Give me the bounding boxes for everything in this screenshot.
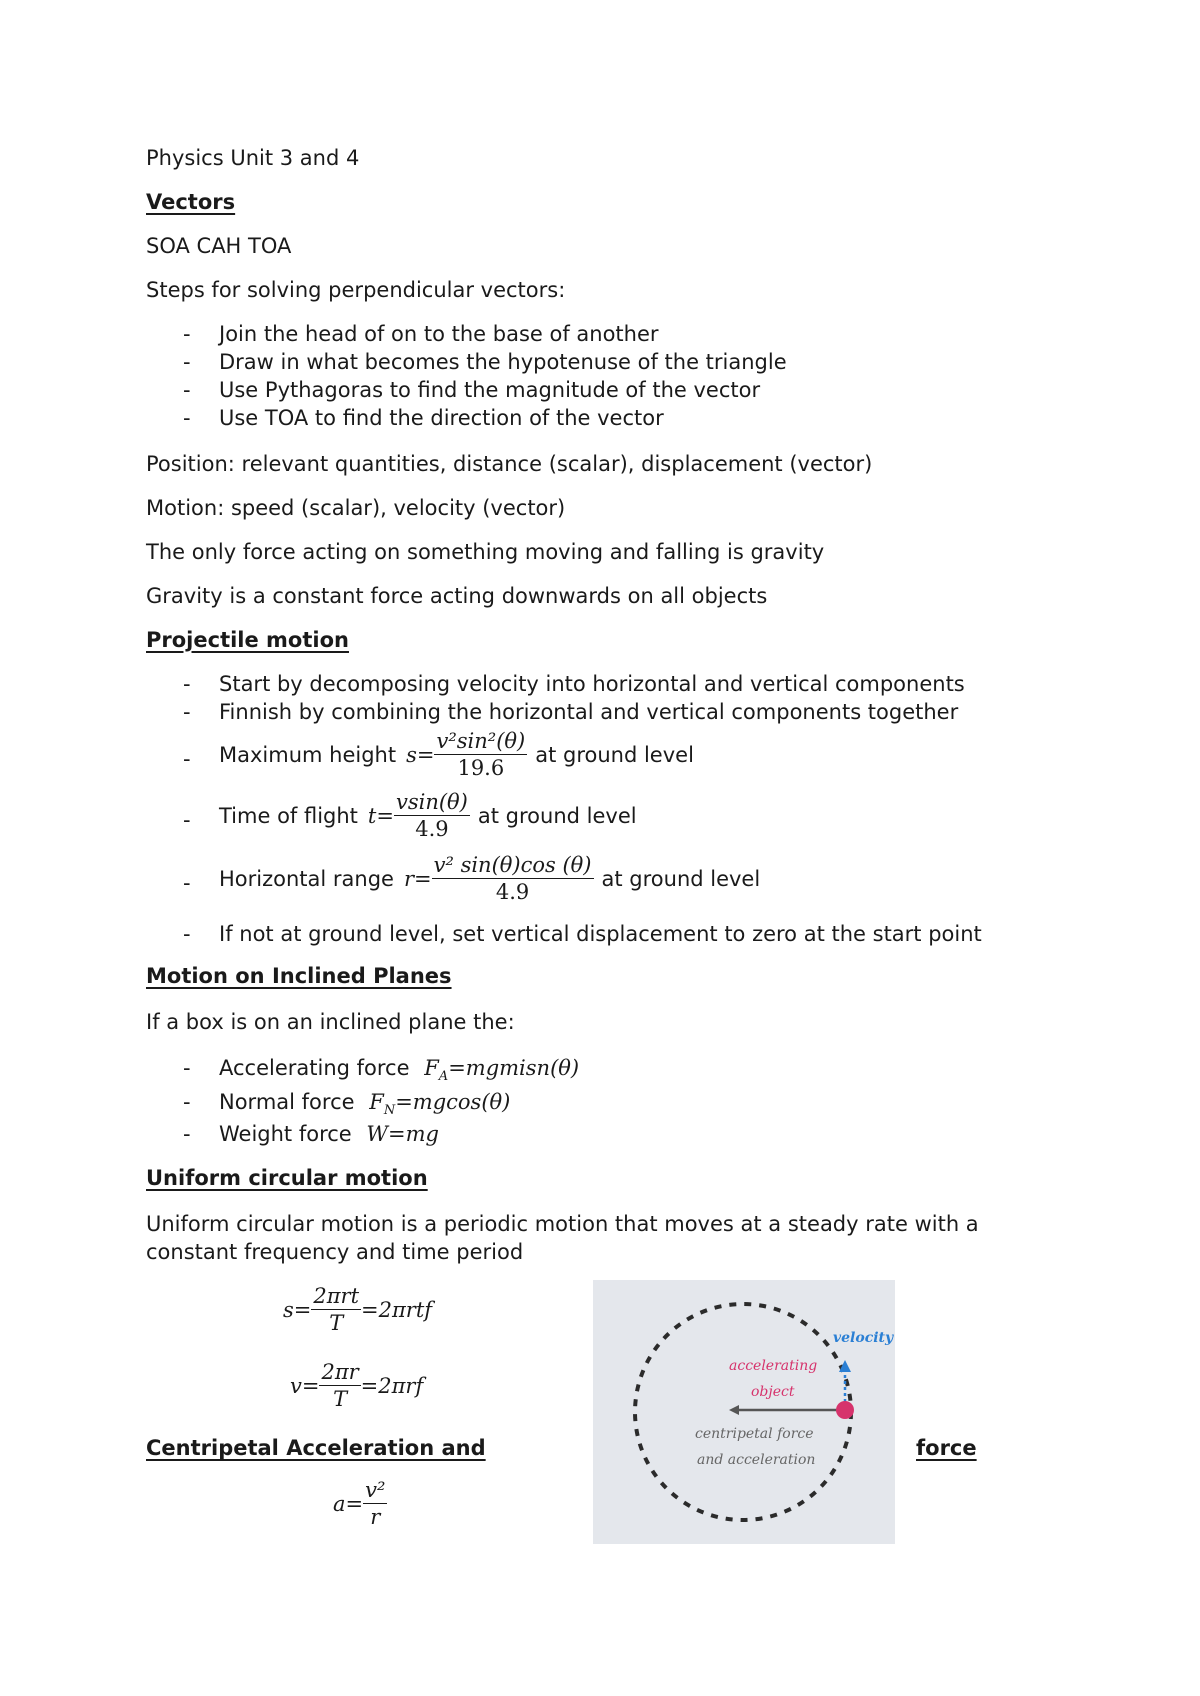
paragraph-gravity-constant: Gravity is a constant force acting downwards on all objects [146,584,768,608]
list-item: Join the head of on to the base of another [219,322,659,346]
circular-motion-diagram [593,1280,895,1544]
velocity-label: velocity [833,1330,894,1346]
heading-centripetal-right: force [916,1436,977,1460]
time-of-flight-fraction: $\frac{vsin(\theta)}{4.9}$ [395,790,468,841]
heading-inclined-planes: Motion on Inclined Planes [146,964,452,988]
list-item-time-of-flight: Time of flight t= $\frac{vsin(\theta)}{4.9}$ at ground level [219,790,637,841]
list-item-max-height: Maximum height s= $\frac{\text{v²sin²(θ)}}{19.6}$ at ground level [219,729,694,780]
list-item-weight-force: Weight force W=mg [219,1122,439,1146]
list-item: Start by decomposing velocity into horizontal and vertical components [219,672,965,696]
list-item-accelerating-force: Accelerating force $F_A=mgmisn(\theta)$ [219,1056,580,1085]
list-item: Finnish by combining the horizontal and vertical components together [219,700,959,724]
paragraph-position: Position: relevant quantities, distance (scalar), displacement (vector) [146,452,873,476]
document-page: Physics Unit 3 and 4 Vectors SOA CAH TOA Steps for solving perpendicular vectors: - Join the head of on to the base of another - Draw in what becomes the hypotenuse of the triangle - Use Pythagoras to find the magnitude of the vector - Use TOA to find the direction of the vector Position: relevant quantities, distance (scalar), displacement (vector) Motion: speed (scalar), velocity (vector) The only force acting on something moving and falling is gravity Gravity is a constant force acting downwards on all objects Projectile motion - Start by decomposing velocity into horizontal and vertical components - Finnish by combining the horizontal and vertical components together - Maximum height s= $\frac{\text{v²sin²(θ)}}{19.6}$ at ground level - Time of flight t= $\frac{vsin(\theta)}{4.9}$ at ground level - Horizontal range r= $\frac{\text{v² sin(θ)cos (θ)}}{4.9}$ at ground level - If not at ground level, set vertical displacement to zero at the start point Motion on Inclined Planes If a box is on an inclined plane the: - Accelerating force $F_A=mgmisn(\theta)$ - Normal force $F_N=mgcos(\theta)$ - Weight force W=mg Uniform circular motion Uniform circular motion is a periodic motion that moves at a steady rate with a constant frequency and time period s= $\frac{\text{2πrt}}{T}$ =2πrtf v= $\frac{2\pi r}{T}$ =2πrf Centripetal Acceleration and force a= $\frac{\text{v²}}{r}$ velocity accelerating object centripetal force and acceleration [0,0,1200,1696]
force-label-2: and acceleration [697,1452,816,1468]
object-label-1: accelerating [729,1358,818,1374]
list-item-normal-force: Normal force $F_N=mgcos(\theta)$ [219,1090,511,1119]
heading-vectors: Vectors [146,190,236,214]
paragraph-motion: Motion: speed (scalar), velocity (vector) [146,496,566,520]
mnemonic-text: SOA CAH TOA [146,234,292,258]
list-item: Use Pythagoras to find the magnitude of the vector [219,378,761,402]
heading-centripetal-left: Centripetal Acceleration and [146,1436,486,1460]
heading-projectile: Projectile motion [146,628,349,652]
document-title: Physics Unit 3 and 4 [146,146,360,170]
steps-intro: Steps for solving perpendicular vectors: [146,278,566,302]
force-label-1: centripetal force [695,1426,814,1442]
accelerating-object [836,1401,854,1419]
circular-motion-svg [593,1280,895,1544]
paragraph-gravity-only: The only force acting on something moving and falling is gravity [146,540,825,564]
centripetal-arrowhead [729,1405,739,1415]
equation-v: v= $\frac{2\pi r}{T}$ =2πrf [290,1360,424,1411]
equation-a: a= $\frac{\text{v²}}{r}$ [333,1478,386,1529]
heading-uniform-circular: Uniform circular motion [146,1166,428,1190]
max-height-fraction: $\frac{\text{v²sin²(θ)}}{19.6}$ [436,729,526,780]
list-item: Draw in what becomes the hypotenuse of the triangle [219,350,787,374]
range-fraction: $\frac{\text{v² sin(θ)cos (θ)}}{4.9}$ [433,853,592,904]
list-item-horizontal-range: Horizontal range r= $\frac{\text{v² sin(θ)cos (θ)}}{4.9}$ at ground level [219,853,761,904]
equation-s: s= $\frac{\text{2πrt}}{T}$ =2πrtf [283,1284,433,1335]
circular-body-line2: constant frequency and time period [146,1240,524,1264]
list-item: Use TOA to find the direction of the vector [219,406,664,430]
circular-body-line1: Uniform circular motion is a periodic motion that moves at a steady rate with a [146,1212,979,1236]
inclined-intro: If a box is on an inclined plane the: [146,1010,515,1034]
object-label-2: object [751,1384,795,1400]
orbit-path [635,1304,851,1520]
list-item: If not at ground level, set vertical displacement to zero at the start point [219,922,982,946]
